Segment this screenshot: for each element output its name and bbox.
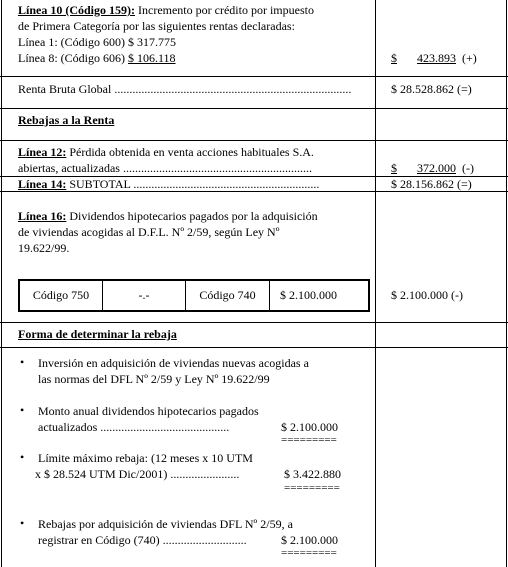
linea-8-amount: Línea 8: (Código 606) $ 106.118: [18, 51, 176, 65]
linea-16-text: Línea 16: Dividendos hipotecarios pagados por la adquisición de viviendas acogidas al D.F.L. Nº 2/59, según Ley Nº 19.622/99.: [18, 209, 318, 255]
linea-1-amount: Línea 1: (Código 600) $ 317.775: [18, 35, 176, 49]
limite-maximo-value: $ 3.422.880: [284, 467, 341, 481]
codigo-750-value: -.-: [103, 281, 186, 310]
linea-12-value: $ 372.000 (-): [391, 161, 474, 175]
codigo-table: [18, 279, 370, 312]
bullet-icon: •: [20, 403, 25, 417]
limite-maximo-equals: =========: [284, 482, 340, 494]
linea-12-text: Línea 12: Pérdida obtenida en venta acciones habituales S.A. abiertas, actualizadas ...............................................................: [18, 145, 314, 175]
linea-10-label: Línea 10 (Código 159):: [18, 3, 135, 17]
right-border: [506, 0, 507, 567]
linea-16-value: $ 2.100.000 (-): [391, 288, 463, 302]
monto-anual-equals: =========: [281, 434, 337, 446]
row-divider: [0, 76, 508, 77]
row-divider: [0, 347, 508, 348]
linea-14-value: $ 28.156.862 (=): [391, 177, 472, 191]
bullet-rebajas-adquisicion: Rebajas por adquisición de viviendas DFL Nº 2/59, a registrar en Código (740) ............................: [38, 517, 293, 547]
codigo-740-label: Código 740: [186, 281, 270, 310]
monto-anual-value: $ 2.100.000: [281, 420, 338, 434]
rebajas-adquisicion-equals: =========: [281, 547, 337, 559]
linea-10-description-2: de Primera Categoría por las siguientes rentas declaradas:: [18, 19, 295, 33]
bullet-monto-anual: Monto anual dividendos hipotecarios pagados actualizados ...........................................: [38, 404, 259, 434]
bullet-icon: •: [20, 516, 25, 530]
linea-14-subtotal: Línea 14: SUBTOTAL ..............................................................: [18, 177, 320, 191]
row-divider: [0, 140, 508, 141]
renta-bruta-global-value: $ 28.528.862 (=): [391, 82, 472, 96]
renta-bruta-global: Renta Bruta Global ...............................................................................: [18, 82, 352, 96]
bullet-limite-maximo: Límite máximo rebaja: (12 meses x 10 UTM x $ 28.524 UTM Dic/2001) .......................: [35, 451, 253, 481]
row-divider: [0, 322, 508, 323]
bullet-icon: •: [20, 450, 25, 464]
codigo-750-label: Código 750: [20, 281, 103, 310]
linea-10-description: Incremento por crédito por impuesto: [135, 3, 314, 17]
rebajas-adquisicion-value: $ 2.100.000: [281, 533, 338, 547]
forma-determinar-heading: Forma de determinar la rebaja: [18, 327, 177, 341]
left-border: [1, 0, 2, 567]
rebajas-heading: Rebajas a la Renta: [18, 113, 115, 127]
linea-10-value: $ 423.893 (+): [391, 51, 477, 65]
row-divider: [0, 108, 508, 109]
bullet-icon: •: [20, 355, 25, 369]
bullet-inversion: Inversión en adquisición de viviendas nuevas acogidas a las normas del DFL Nº 2/59 y Ley Nº 19.622/99: [38, 356, 309, 386]
linea-10-text: [18, 2, 360, 66]
column-divider: [375, 0, 376, 567]
codigo-740-value: $ 2.100.000: [280, 288, 337, 302]
